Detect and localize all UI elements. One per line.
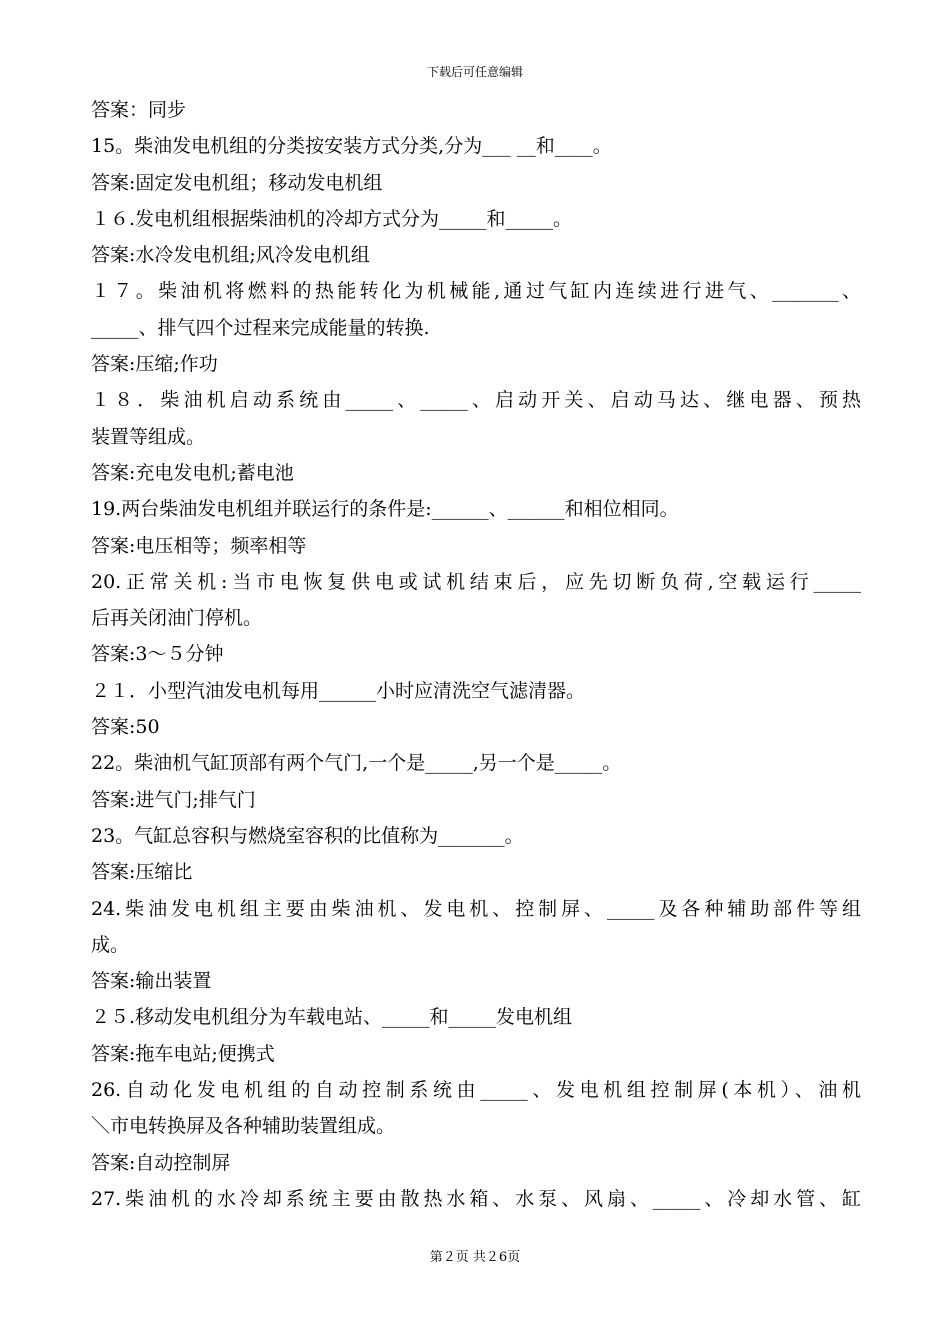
question-line: 23。气缸总容积与燃烧室容积的比值称为_______。: [91, 824, 524, 847]
answer-line: 答案:固定发电机组；移动发电机组: [91, 171, 383, 194]
question-line-continued: ＼市电转换屏及各种辅助装置组成。: [91, 1115, 396, 1138]
answer-line: 答案:拖车电站;便携式: [91, 1042, 275, 1065]
question-line: 15。柴油发电机组的分类按安装方式分类,分为___ __和____。: [91, 135, 612, 158]
question-line-continued: 后再关闭油门停机。: [91, 607, 263, 630]
question-line: 27.柴油机的水冷却系统主要由散热水箱、水泵、风扇、_____、冷却水管、缸: [91, 1187, 861, 1210]
answer-line: 答案:压缩;作功: [91, 353, 218, 376]
question-line: 19.两台柴油发电机组并联运行的条件是:______、______和相位相同。: [91, 498, 679, 521]
question-line: １８．柴油机启动系统由_____、_____、启动开关、启动马达、继电器、预热: [91, 389, 861, 412]
question-line: １６.发电机组根据柴油机的冷却方式分为_____和_____。: [91, 207, 573, 230]
answer-line: 答案:50: [91, 716, 160, 739]
question-line: ２５.移动发电机组分为车载电站、_____和_____发电机组: [91, 1006, 573, 1029]
answer-line: 答案:水冷发电机组;风冷发电机组: [91, 244, 370, 267]
question-line: 22。柴油机气缸顶部有两个气门,一个是_____,另一个是_____。: [91, 752, 622, 775]
answer-line: 答案:电压相等；频率相等: [91, 534, 307, 557]
question-line-continued: 装置等组成。: [91, 425, 206, 448]
question-line: １７。柴油机将燃料的热能转化为机械能,通过气缸内连续进行进气、_______、: [91, 280, 861, 303]
answer-line: 答案:3～５分钟: [91, 643, 224, 666]
page-header: 下载后可任意编辑: [426, 65, 523, 79]
document-body: [91, 92, 861, 1217]
question-line: 20.正常关机:当市电恢复供电或试机结束后，应先切断负荷,空载运行_____: [91, 570, 861, 593]
question-line-continued: _____、排气四个过程来完成能量的转换.: [91, 316, 430, 339]
page-number-footer: 第２页 共２6页: [429, 1250, 521, 1265]
answer-line: 答案:充电发电机;蓄电池: [91, 461, 294, 484]
question-line-continued: 成。: [91, 933, 130, 956]
question-line: 24.柴油发电机组主要由柴油机、发电机、控制屏、_____及各种辅助部件等组: [91, 897, 861, 920]
answer-line: 答案:输出装置: [91, 970, 212, 993]
answer-line: 答案:自动控制屏: [91, 1151, 231, 1174]
answer-line: 答案:压缩比: [91, 861, 193, 884]
question-line: 26.自动化发电机组的自动控制系统由_____、发电机组控制屏(本机）、油机: [91, 1079, 861, 1102]
answer-line: 答案:进气门;排气门: [91, 788, 256, 811]
answer-line: 答案：同步: [91, 99, 187, 121]
question-line: ２１．小型汽油发电机每用______小时应清洗空气滤清器。: [91, 679, 586, 702]
